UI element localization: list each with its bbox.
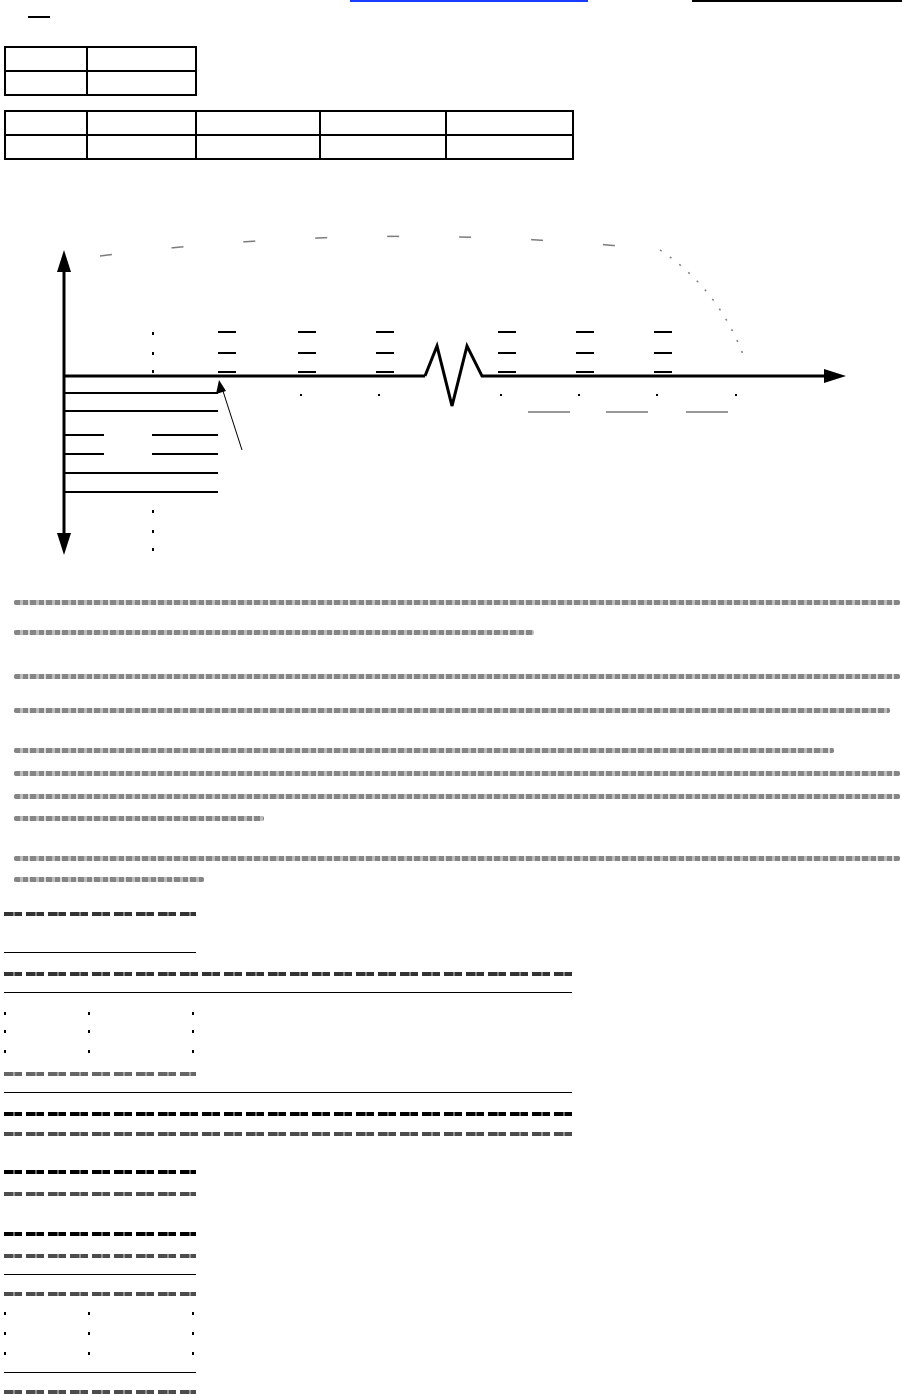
header-rule-left [28,16,50,18]
top-table-wide [4,110,574,160]
pointer-arrow [216,380,226,394]
level-bars [64,393,218,492]
header-link[interactable] [350,0,588,2]
break-zigzag [425,346,490,406]
y-axis-arrow-down [57,533,71,555]
timeline-diagram [0,210,902,560]
top-table-small [4,46,197,96]
tick-marks [218,332,672,372]
pointer-line [222,388,242,450]
x-axis-arrow [824,369,846,383]
y-axis-arrow-up [57,250,71,272]
header-rule-right [692,0,902,2]
